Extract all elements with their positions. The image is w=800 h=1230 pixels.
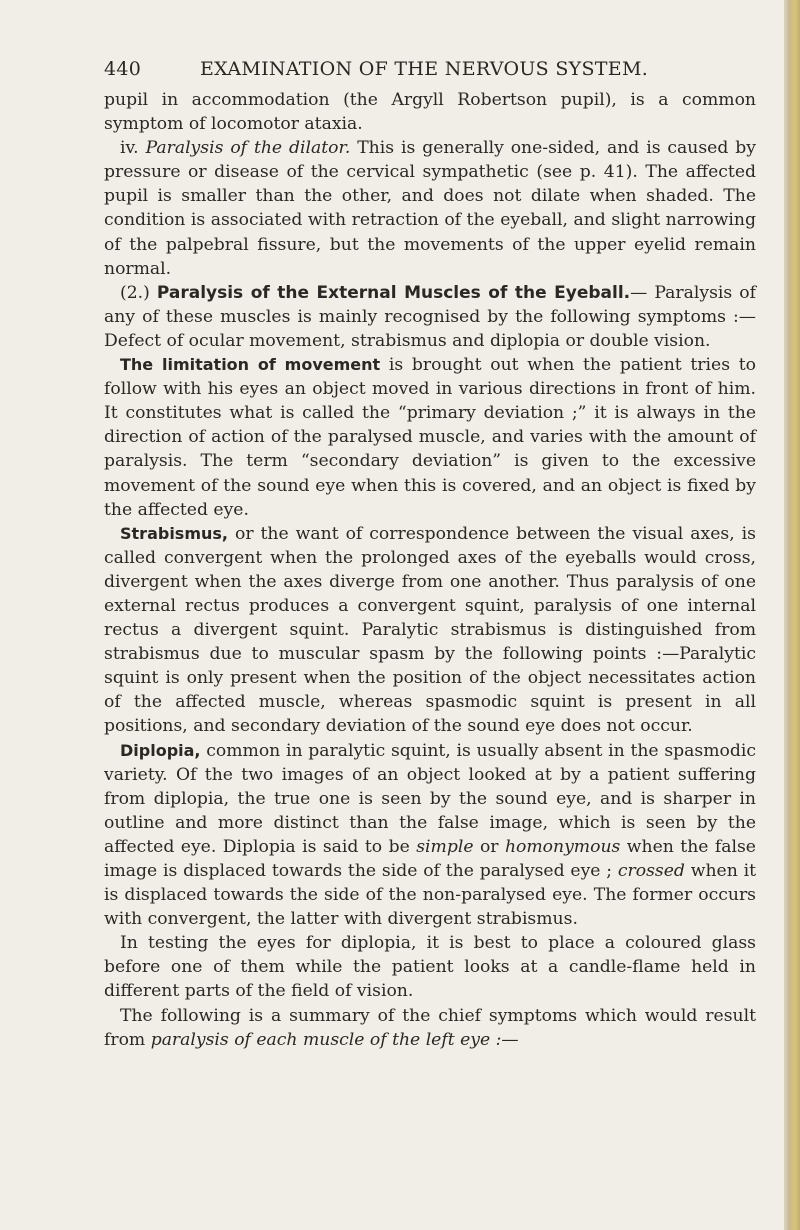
page-number: 440 [104, 58, 142, 80]
item-number: (2.) [120, 282, 150, 303]
paragraph [104, 931, 756, 1003]
lead-term: The limitation of movement [120, 355, 381, 375]
text-run: pupil in accommodation (the Argyll Robertson pupil), is a common symptom of locomotor ataxia. [104, 90, 756, 135]
text-run: The following is a summary of the chief symptoms which would result from [104, 1005, 756, 1050]
text-run: This is generally one-sided, and is caused by pressure or disease of the cervical sympathetic (see p. 41). The affected pupil is smaller than the other, and does not dilate when shaded. The condition is associated with retraction of the eyeball, and slight narrowing of the palpebral fissure, but the movements of the upper eyelid remain normal. [104, 138, 756, 279]
item-number: iv. [120, 138, 139, 159]
italic-term: crossed [617, 861, 685, 881]
text-run: when the false image is displaced towards the side of the paralysed eye ; [104, 836, 756, 881]
lead-term: Diplopia, [120, 740, 201, 760]
running-header [104, 58, 648, 80]
text-run: or the want of correspondence between the visual axes, is called convergent when the prolonged axes of the eyeballs would cross, divergent when the axes diverge from one another. Thus paralysis of one external rectus produces a convergent squint, paralysis of one internal rectus a divergent squint. Paralytic strabismus is distinguished from strabismus due to muscular spasm by the following points :—Paralytic squint is only present when the position of the object necessitates action of the affected muscle, whereas spasmodic squint is present in all positions, and secondary deviation of the sound eye does not occur. [104, 523, 756, 737]
text-run: or [473, 836, 505, 857]
paragraph [104, 281, 756, 353]
text-run: In testing the eyes for diplopia, it is best to place a coloured glass before one of them while the patient looks at a candle-flame held in different parts of the field of vision. [104, 933, 756, 1002]
running-title: EXAMINATION OF THE NERVOUS SYSTEM. [200, 58, 649, 80]
italic-term: simple [416, 836, 474, 857]
paragraph [104, 353, 756, 522]
section-heading: Paralysis of the External Muscles of the Eyeball. [156, 282, 631, 303]
paragraph [104, 522, 756, 739]
page-edge [784, 0, 800, 1230]
text-run: common in paralytic squint, is usually absent in the spasmodic variety. Of the two images of an object looked at by a patient suffering from diplopia, the true one is seen by the sound eye, and is sharper in outline and more distinct than the false image, which is seen by the affected eye. Diplopia is said to be [104, 740, 756, 857]
italic-term: paralysis of each muscle of the left eye :— [150, 1029, 519, 1050]
subheading: Paralysis of the dilator. [145, 138, 351, 159]
body-text [104, 88, 756, 1052]
italic-term: homonymous [504, 836, 621, 857]
lead-term: Strabismus, [120, 523, 228, 543]
text-run: is brought out when the patient tries to follow with his eyes an object moved in various directions in front of him. It constitutes what is called the “primary deviation ;” it is always in the direction of action of the paralysed muscle, and varies with the amount of paralysis. The term “secondary deviation” is given to the excessive movement of the sound eye when this is covered, and an object is fixed by the affected eye. [104, 355, 756, 520]
text-run: when it is displaced towards the side of the non-paralysed eye. The former occurs with convergent, the latter with divergent strabismus. [104, 861, 756, 930]
paragraph [104, 136, 756, 281]
paragraph [104, 1004, 756, 1052]
text-run: — Paralysis of any of these muscles is mainly recognised by the following symptoms :—Defect of ocular movement, strabismus and diplopia or double vision. [104, 282, 757, 351]
paragraph [104, 88, 756, 136]
paragraph [104, 739, 756, 932]
